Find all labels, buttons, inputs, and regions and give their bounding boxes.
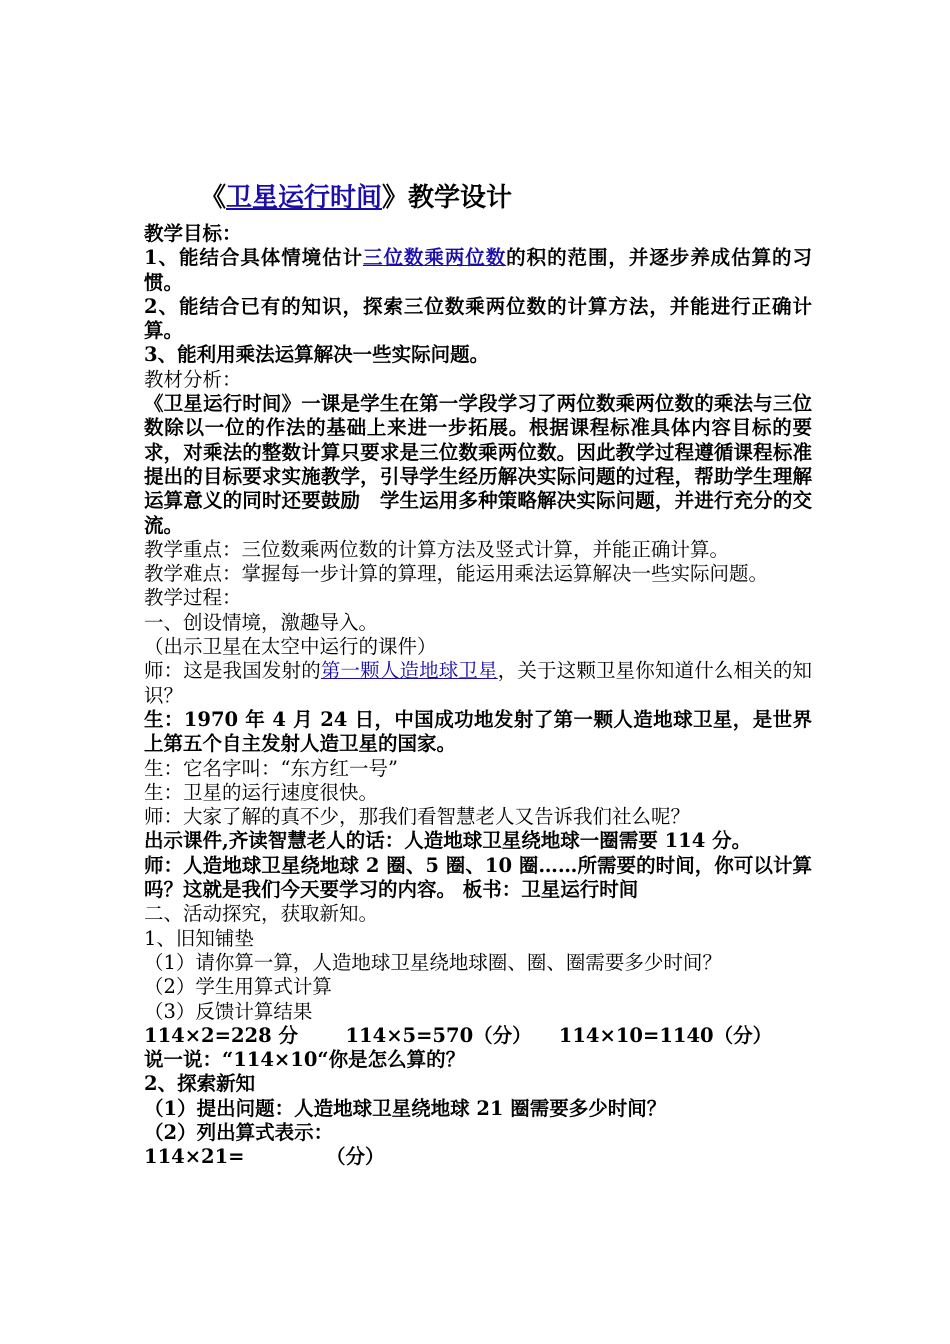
teacher-line-1-link[interactable]: 第一颗人造地球卫星 xyxy=(320,659,498,683)
analysis-body: 《卫星运行时间》一课是学生在第一学段学习了两位数乘两位数的乘法与三位数除以一位的作法的基础上来进一步拓展。根据课程标准具体内容目标的要求，对乘法的整数计算只要求是三位数乘两位数。因此教学过程遵循课程标准提出的目标要求实施教学，引导学生经历解决实际问题的过程，帮助学生理解运算意义的同时还要鼓励 学生运用多种策略解决实际问题，并进行充分的交流。 xyxy=(144,392,812,537)
say-line: 说一说：“114×10“你是怎么算的？ xyxy=(144,1048,466,1072)
question-1: （1）请你算一算，人造地球卫星绕地球圈、圈、圈需要多少时间？ xyxy=(144,950,722,974)
student-line-2: 生：它名字叫：“东方红一号” xyxy=(144,756,398,780)
formula-line xyxy=(144,1145,812,1169)
section-2-2-heading: 2、探索新知 xyxy=(144,1072,256,1096)
teacher-line-1-post: ，关于这颗卫星你知道什么相关的知识？ xyxy=(144,659,812,707)
section-2-1-heading: 1、旧知铺垫 xyxy=(144,926,254,950)
calc-c: 114×10=1140（分） xyxy=(558,1023,773,1047)
section-2-heading: 二、活动探究，获取新知。 xyxy=(144,902,379,926)
problem-2: （2）列出算式表示： xyxy=(144,1120,334,1144)
goal-1 xyxy=(144,246,812,295)
title-link[interactable]: 卫星运行时间 xyxy=(226,183,383,213)
process-heading: 教学过程： xyxy=(144,586,242,610)
goals-heading: 教学目标： xyxy=(144,222,242,245)
document-page xyxy=(144,178,812,1170)
student-line-1: 生：1970 年 4 月 24 日，中国成功地发射了第一颗人造地球卫星，是世界上第五个自主发射人造卫星的国家。 xyxy=(144,707,812,756)
calc-a: 114×2=228 分 xyxy=(144,1023,298,1047)
title-close: 》教学设计 xyxy=(382,183,513,213)
key-point: 教学重点：三位数乘两位数的计算方法及竖式计算，并能正确计算。 xyxy=(144,537,730,561)
goal-1-link[interactable]: 三位数乘两位数 xyxy=(363,246,507,270)
goal-3: 3、能利用乘法运算解决一些实际问题。 xyxy=(144,343,490,367)
courseware-line: 出示课件,齐读智慧老人的话：人造地球卫星绕地球一圈需要 114 分。 xyxy=(144,829,752,853)
difficulty-point: 教学难点：掌握每一步计算的算理，能运用乘法运算解决一些实际问题。 xyxy=(144,562,769,586)
goal-1-post: 的积的范围，并逐步养成估算的习惯。 xyxy=(144,246,812,294)
teacher-line-1 xyxy=(144,659,812,708)
formula-b: （分） xyxy=(326,1145,385,1169)
teacher-line-3: 师：人造地球卫星绕地球 2 圈、5 圈、10 圈……所需要的时间，你可以计算吗？这就是我们今天要学习的内容。 板书：卫星运行时间 xyxy=(144,853,812,902)
section-1-note: （出示卫星在太空中运行的课件） xyxy=(144,635,437,659)
section-1-heading: 一、创设情境，激趣导入。 xyxy=(144,610,379,634)
title-open: 《 xyxy=(200,183,227,213)
calc-results xyxy=(144,1024,812,1048)
calc-b: 114×5=570（分） xyxy=(345,1023,532,1047)
student-line-3: 生：卫星的运行速度很快。 xyxy=(144,780,379,804)
question-2: （2）学生用算式计算 xyxy=(144,975,332,999)
goal-2: 2、能结合已有的知识，探索三位数乘两位数的计算方法，并能进行正确计算。 xyxy=(144,294,812,343)
problem-1: （1）提出问题：人造地球卫星绕地球 21 圈需要多少时间？ xyxy=(144,1096,667,1120)
formula-a: 114×21= xyxy=(144,1145,245,1169)
teacher-line-1-pre: 师：这是我国发射的 xyxy=(144,659,321,683)
document-title xyxy=(200,178,812,218)
question-3: （3）反馈计算结果 xyxy=(144,999,313,1023)
teacher-line-2: 师：大家了解的真不少，那我们看智慧老人又告诉我们社么呢？ xyxy=(144,805,691,829)
analysis-heading: 教材分析： xyxy=(144,367,242,391)
goal-1-pre: 1、能结合具体情境估计 xyxy=(144,246,364,270)
